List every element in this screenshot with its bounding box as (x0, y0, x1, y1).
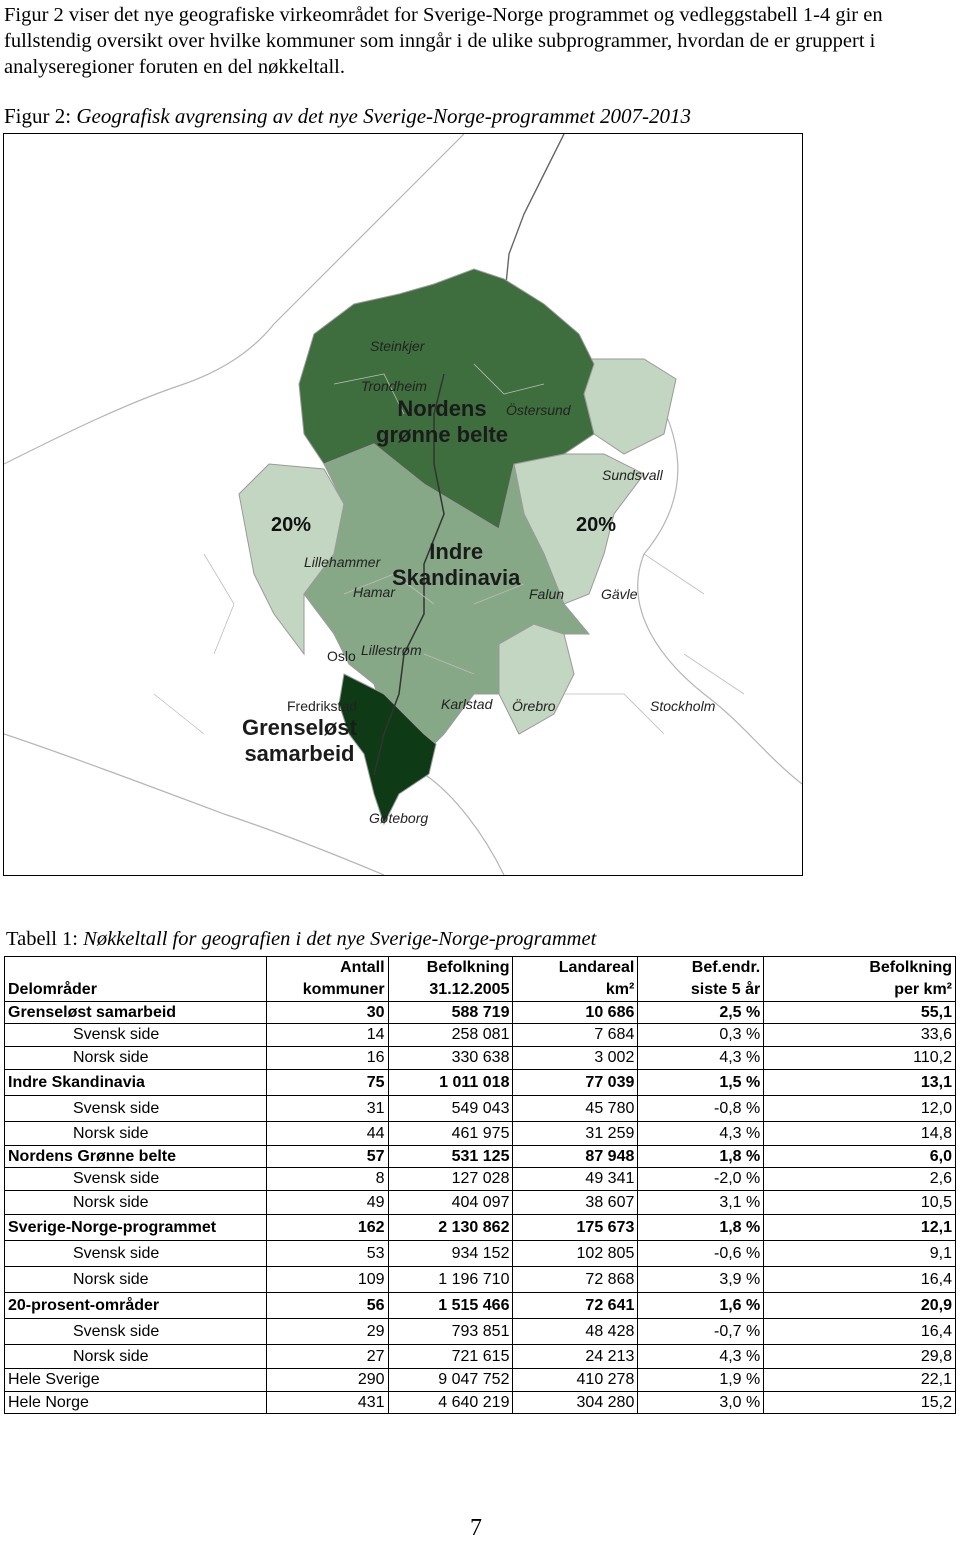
row-value: 110,2 (764, 1047, 956, 1070)
row-value: -0,8 % (638, 1096, 764, 1122)
header-r2-c3: km² (513, 979, 638, 1002)
row-value: 4,3 % (638, 1047, 764, 1070)
city-label-oslo: Oslo (327, 648, 356, 664)
city-label-fredrikstad: Fredrikstad (287, 698, 358, 714)
row-value: 10,5 (764, 1191, 956, 1215)
row-value: 461 975 (388, 1122, 513, 1146)
row-value: 2,5 % (638, 1002, 764, 1024)
row-value: 3,9 % (638, 1267, 764, 1293)
row-label: Hele Sverige (5, 1369, 267, 1392)
row-value: 22,1 (764, 1369, 956, 1392)
city-label-trondheim: Trondheim (361, 378, 427, 394)
header-r1-c3: Landareal (513, 957, 638, 980)
row-value: 56 (266, 1293, 388, 1319)
city-label-stockholm: Stockholm (650, 698, 716, 714)
row-value: 16,4 (764, 1267, 956, 1293)
header-r1-c0 (5, 957, 267, 980)
row-value: 4,3 % (638, 1345, 764, 1369)
header-r2-c0: Delområder (5, 979, 267, 1002)
row-value: 1,8 % (638, 1146, 764, 1168)
figure-caption-prefix: Figur 2: (4, 104, 72, 128)
table-caption (6, 928, 596, 951)
row-label: Sverige-Norge-programmet (5, 1215, 267, 1241)
table-row (5, 1267, 956, 1293)
row-label: Svensk side (5, 1096, 267, 1122)
row-value: 7 684 (513, 1024, 638, 1047)
table-header-row-2 (5, 979, 956, 1002)
header-r1-c5: Befolkning (764, 957, 956, 980)
region-label-nordens-line2: grønne belte (376, 422, 509, 447)
row-value: 1,8 % (638, 1215, 764, 1241)
row-value: 3 002 (513, 1047, 638, 1070)
row-value: 27 (266, 1345, 388, 1369)
row-value: 290 (266, 1369, 388, 1392)
region-map (3, 133, 803, 876)
city-label-falun: Falun (529, 586, 565, 602)
row-value: 2,6 (764, 1168, 956, 1191)
city-label-goteborg: Gøteborg (369, 810, 429, 826)
row-value: -0,6 % (638, 1241, 764, 1267)
table-row (5, 1070, 956, 1096)
table-row (5, 1002, 956, 1024)
figure-caption (4, 104, 691, 129)
row-label: Hele Norge (5, 1392, 267, 1414)
region-label-nordens-line1: Nordens (397, 396, 487, 421)
pct-label-left: 20% (271, 514, 312, 536)
row-value: 55,1 (764, 1002, 956, 1024)
row-value: 75 (266, 1070, 388, 1096)
row-value: 4 640 219 (388, 1392, 513, 1414)
coast-outline-east (638, 374, 802, 784)
region-label-grenselost (242, 715, 357, 767)
region-label-indre (392, 539, 520, 591)
table-caption-prefix: Tabell 1: (6, 928, 79, 950)
city-label-steinkjer: Steinkjer (370, 338, 425, 354)
row-label: 20-prosent-områder (5, 1293, 267, 1319)
row-value: 410 278 (513, 1369, 638, 1392)
table-row (5, 1392, 956, 1414)
row-value: 72 641 (513, 1293, 638, 1319)
table-caption-text: Nøkkeltall for geografien i det nye Sverige-Norge-programmet (83, 928, 597, 950)
header-r1-c1: Antall (266, 957, 388, 980)
table-row (5, 1168, 956, 1191)
row-value: 2 130 862 (388, 1215, 513, 1241)
row-value: 330 638 (388, 1047, 513, 1070)
row-value: 175 673 (513, 1215, 638, 1241)
row-label: Norsk side (5, 1122, 267, 1146)
table-row (5, 1122, 956, 1146)
row-value: 44 (266, 1122, 388, 1146)
row-value: 45 780 (513, 1096, 638, 1122)
row-value: 1 515 466 (388, 1293, 513, 1319)
row-value: 87 948 (513, 1146, 638, 1168)
table-row (5, 1241, 956, 1267)
header-r2-c4: siste 5 år (638, 979, 764, 1002)
intro-paragraph: Figur 2 viser det nye geografiske virkeområdet for Sverige-Norge programmet og vedleggstabell 1-4 gir en fullstendig oversikt over hvilke kommuner som inngår i de ulike subprogrammer, hvordan de er gruppert i analyseregioner foruten en del nøkkeltall. (4, 4, 883, 78)
row-value: 1 196 710 (388, 1267, 513, 1293)
row-value: 38 607 (513, 1191, 638, 1215)
row-value: 162 (266, 1215, 388, 1241)
header-r1-c2: Befolkning (388, 957, 513, 980)
row-value: 4,3 % (638, 1122, 764, 1146)
row-label: Norsk side (5, 1345, 267, 1369)
row-value: 48 428 (513, 1319, 638, 1345)
row-value: 20,9 (764, 1293, 956, 1319)
row-value: 24 213 (513, 1345, 638, 1369)
row-value: 14 (266, 1024, 388, 1047)
table-row (5, 1024, 956, 1047)
pct-label-right: 20% (576, 514, 617, 536)
row-value: 793 851 (388, 1319, 513, 1345)
row-value: 16,4 (764, 1319, 956, 1345)
row-value: 721 615 (388, 1345, 513, 1369)
row-label: Norsk side (5, 1267, 267, 1293)
row-value: 30 (266, 1002, 388, 1024)
coast-lake (424, 774, 504, 875)
row-value: 1,6 % (638, 1293, 764, 1319)
row-value: 72 868 (513, 1267, 638, 1293)
table-row (5, 1345, 956, 1369)
row-label: Grenseløst samarbeid (5, 1002, 267, 1024)
row-value: 10 686 (513, 1002, 638, 1024)
row-value: 31 (266, 1096, 388, 1122)
header-r2-c1: kommuner (266, 979, 388, 1002)
row-label: Norsk side (5, 1191, 267, 1215)
page-number: 7 (470, 1515, 482, 1541)
table-body (5, 1002, 956, 1414)
row-value: 258 081 (388, 1024, 513, 1047)
row-value: 53 (266, 1241, 388, 1267)
row-value: 49 (266, 1191, 388, 1215)
city-label-orebro: Örebro (512, 698, 556, 714)
row-value: 15,2 (764, 1392, 956, 1414)
row-value: 12,1 (764, 1215, 956, 1241)
figure-caption-text: Geografisk avgrensing av det nye Sverige-Norge-programmet 2007-2013 (76, 104, 692, 128)
row-label: Nordens Grønne belte (5, 1146, 267, 1168)
region-20pct-south (499, 624, 574, 734)
row-value: 109 (266, 1267, 388, 1293)
city-label-lillestrom: Lillestrøm (361, 642, 422, 658)
row-value: 29 (266, 1319, 388, 1345)
row-value: 1 011 018 (388, 1070, 513, 1096)
row-value: 57 (266, 1146, 388, 1168)
table-row (5, 1319, 956, 1345)
row-value: 9,1 (764, 1241, 956, 1267)
row-label: Svensk side (5, 1319, 267, 1345)
table-row (5, 1293, 956, 1319)
row-value: 6,0 (764, 1146, 956, 1168)
row-value: 431 (266, 1392, 388, 1414)
row-value: 9 047 752 (388, 1369, 513, 1392)
table-row (5, 1191, 956, 1215)
row-label: Svensk side (5, 1168, 267, 1191)
row-value: 588 719 (388, 1002, 513, 1024)
row-label: Svensk side (5, 1241, 267, 1267)
row-value: -0,7 % (638, 1319, 764, 1345)
row-value: 12,0 (764, 1096, 956, 1122)
row-value: -2,0 % (638, 1168, 764, 1191)
table-header-row-1 (5, 957, 956, 980)
row-value: 16 (266, 1047, 388, 1070)
city-label-lillehammer: Lillehammer (304, 554, 381, 570)
table-row (5, 1047, 956, 1070)
row-value: 0,3 % (638, 1024, 764, 1047)
key-figures-table (4, 956, 956, 1414)
row-value: 49 341 (513, 1168, 638, 1191)
row-value: 1,5 % (638, 1070, 764, 1096)
city-label-hamar: Hamar (353, 584, 396, 600)
table-row (5, 1096, 956, 1122)
row-value: 531 125 (388, 1146, 513, 1168)
map-svg (4, 134, 802, 875)
region-label-grenselost-line2: samarbeid (244, 741, 355, 766)
row-label: Svensk side (5, 1024, 267, 1047)
row-value: 127 028 (388, 1168, 513, 1191)
row-value: 3,0 % (638, 1392, 764, 1414)
row-value: 1,9 % (638, 1369, 764, 1392)
region-label-indre-line2: Skandinavia (392, 565, 521, 590)
region-label-nordens (376, 396, 508, 448)
row-value: 77 039 (513, 1070, 638, 1096)
row-value: 14,8 (764, 1122, 956, 1146)
table-row (5, 1146, 956, 1168)
row-value: 3,1 % (638, 1191, 764, 1215)
header-r1-c4: Bef.endr. (638, 957, 764, 980)
row-value: 8 (266, 1168, 388, 1191)
city-label-karlstad: Karlstad (441, 696, 493, 712)
city-label-ostersund: Östersund (506, 402, 571, 418)
row-label: Indre Skandinavia (5, 1070, 267, 1096)
row-value: 102 805 (513, 1241, 638, 1267)
row-value: 31 259 (513, 1122, 638, 1146)
row-label: Norsk side (5, 1047, 267, 1070)
region-label-indre-line1: Indre (429, 539, 484, 564)
row-value: 549 043 (388, 1096, 513, 1122)
header-r2-c5: per km² (764, 979, 956, 1002)
header-r2-c2: 31.12.2005 (388, 979, 513, 1002)
row-value: 33,6 (764, 1024, 956, 1047)
region-20pct-east-north (584, 359, 676, 454)
row-value: 934 152 (388, 1241, 513, 1267)
table-row (5, 1215, 956, 1241)
row-value: 29,8 (764, 1345, 956, 1369)
region-label-grenselost-line1: Grenseløst (242, 715, 357, 740)
row-value: 304 280 (513, 1392, 638, 1414)
row-value: 404 097 (388, 1191, 513, 1215)
row-value: 13,1 (764, 1070, 956, 1096)
city-label-gavle: Gävle (601, 586, 638, 602)
table-row (5, 1369, 956, 1392)
city-label-sundsvall: Sundsvall (602, 467, 663, 483)
